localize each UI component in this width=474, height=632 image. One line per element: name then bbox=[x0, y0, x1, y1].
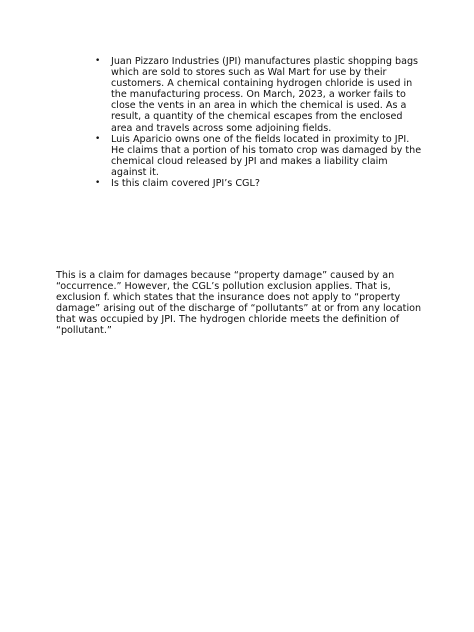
fact-text: Luis Aparicio owns one of the fields located in proximity to JPI. He claims that a portion of his tomato crop was damaged by the chemical cloud released by JPI and makes a liability claim against it. bbox=[111, 133, 422, 178]
list-item bbox=[95, 178, 425, 189]
fact-pattern-list bbox=[95, 56, 425, 189]
list-item bbox=[95, 56, 425, 134]
bullet-icon: • bbox=[95, 56, 101, 66]
answer-paragraph: This is a claim for damages because “property damage” caused by an “occurrence.” However, the CGL’s pollution exclusion applies. That is, exclusion f. which states that the insurance does not apply to “property damage” arising out of the discharge of “pollutants” at or from any location that was occupied by JPI. The hydrogen chloride meets the definition of “pollutant.” bbox=[56, 270, 422, 337]
question-text: Is this claim covered JPI’s CGL? bbox=[111, 178, 260, 190]
bullet-icon: • bbox=[95, 178, 101, 189]
bullet-icon: • bbox=[95, 133, 101, 144]
list-item bbox=[95, 134, 425, 178]
fact-text: Juan Pizzaro Industries (JPI) manufactures plastic shopping bags which are sold to stores such as Wal Mart for use by their customers. A chemical containing hydrogen chloride is used in the manufacturing process. On March, 2023, a worker fails to close the vents in an area in which the chemical is used. As a result, a quantity of the chemical escapes from the enclosed area and travels across some adjoining fields. bbox=[111, 56, 419, 134]
